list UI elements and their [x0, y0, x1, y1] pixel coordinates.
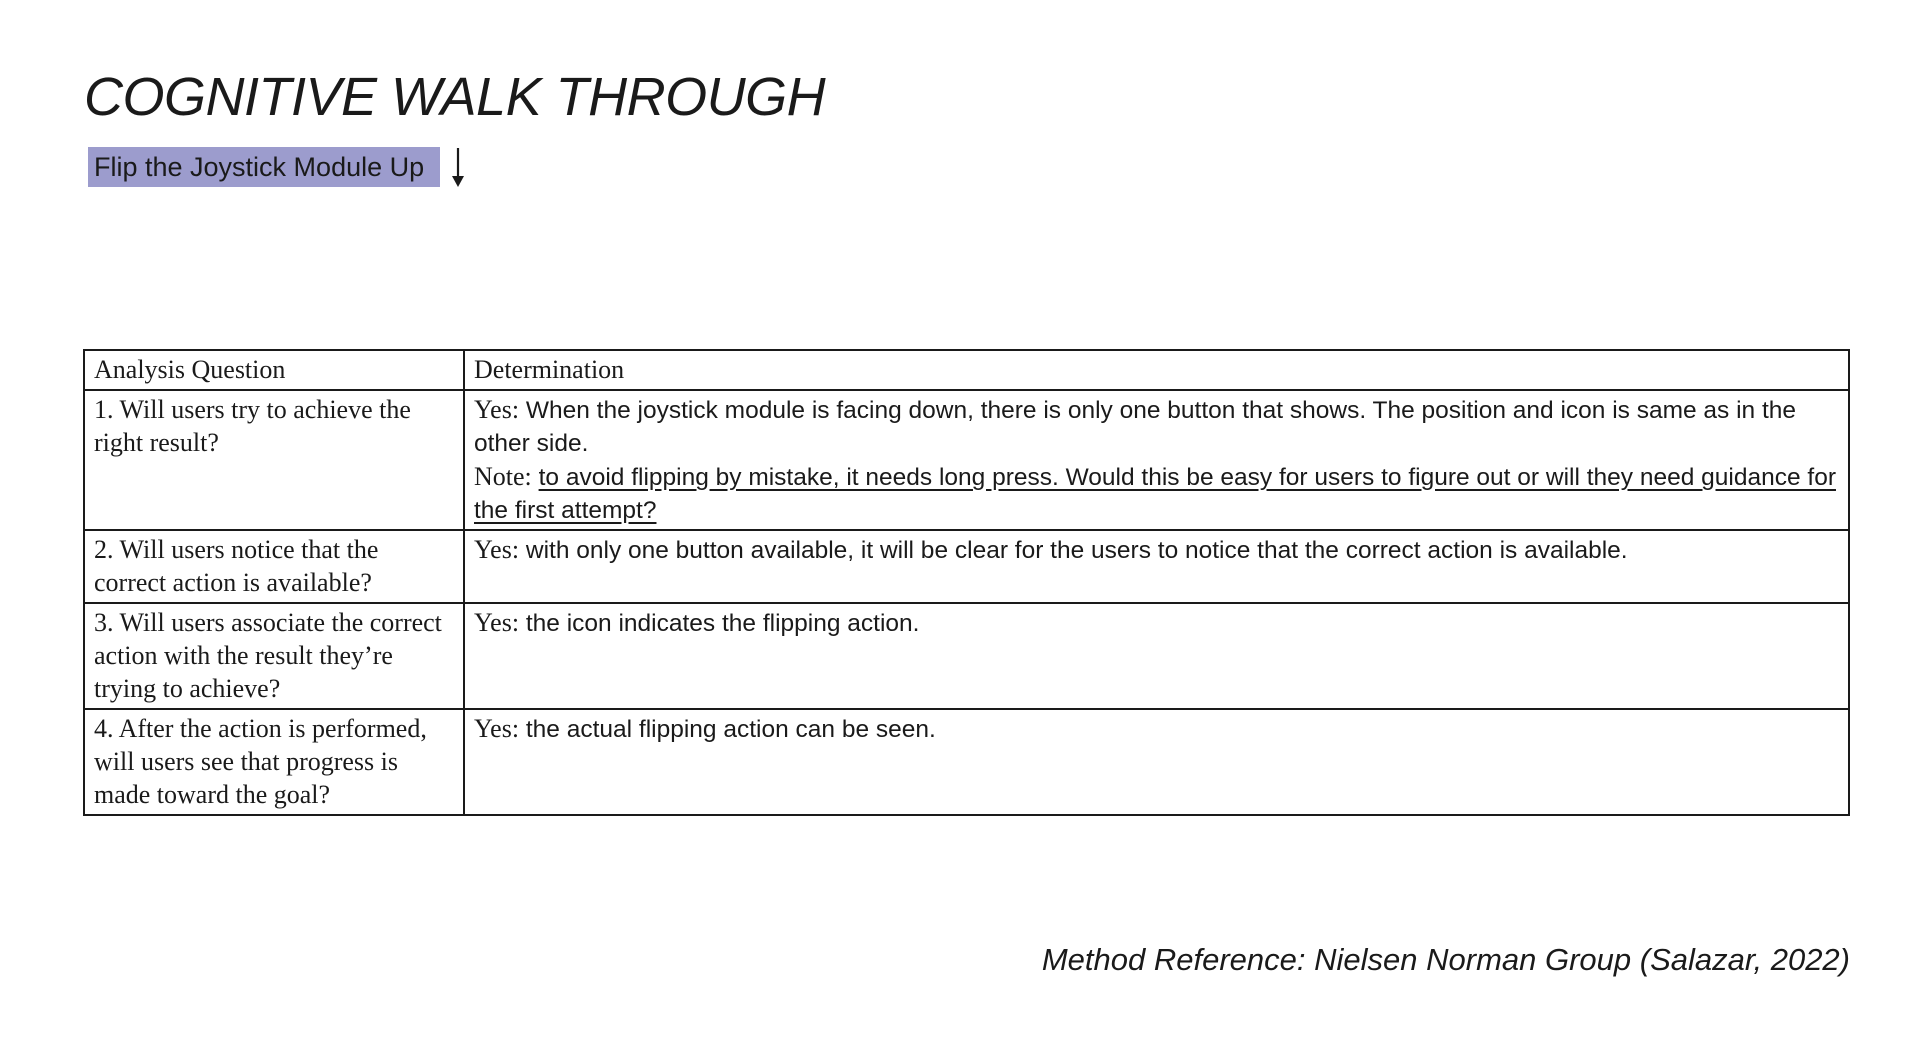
- determination-cell: [464, 603, 1849, 709]
- question-cell: 4. After the action is performed, will users see that progress is made toward the goal?: [84, 709, 464, 815]
- page-title: COGNITIVE WALK THROUGH: [84, 67, 826, 127]
- header-analysis-question: Analysis Question: [84, 350, 464, 390]
- table-header-row: [84, 350, 1849, 390]
- table-row: [84, 530, 1849, 603]
- answer-prefix: Yes:: [474, 608, 520, 637]
- task-label: Flip the Joystick Module Up: [88, 147, 440, 187]
- arrow-down-icon: [450, 146, 466, 188]
- answer-prefix: Yes:: [474, 714, 520, 743]
- determination-cell: [464, 709, 1849, 815]
- table-row: [84, 603, 1849, 709]
- table-row: [84, 390, 1849, 530]
- answer-text: with only one button available, it will be clear for the users to notice that the correct action is available.: [519, 537, 1628, 564]
- answer-text: the icon indicates the flipping action.: [519, 610, 920, 637]
- table-row: [84, 709, 1849, 815]
- answer-text: the actual flipping action can be seen.: [519, 716, 936, 743]
- note-prefix: Note:: [474, 462, 532, 491]
- task-row: [88, 146, 466, 188]
- note-text: to avoid flipping by mistake, it needs long press. Would this be easy for users to figure out or will they need guidance for the first attempt?: [474, 464, 1836, 524]
- answer-prefix: Yes:: [474, 395, 520, 424]
- header-determination: Determination: [464, 350, 1849, 390]
- walkthrough-table: [83, 349, 1850, 816]
- question-cell: 3. Will users associate the correct action with the result they’re trying to achieve?: [84, 603, 464, 709]
- determination-cell: [464, 390, 1849, 530]
- answer-text: When the joystick module is facing down, there is only one button that shows. The position and icon is same as in the other side.: [474, 397, 1797, 457]
- method-reference: Method Reference: Nielsen Norman Group (Salazar, 2022): [1041, 942, 1850, 977]
- determination-cell: [464, 530, 1849, 603]
- question-cell: 1. Will users try to achieve the right result?: [84, 390, 464, 530]
- question-cell: 2. Will users notice that the correct action is available?: [84, 530, 464, 603]
- answer-prefix: Yes:: [474, 535, 520, 564]
